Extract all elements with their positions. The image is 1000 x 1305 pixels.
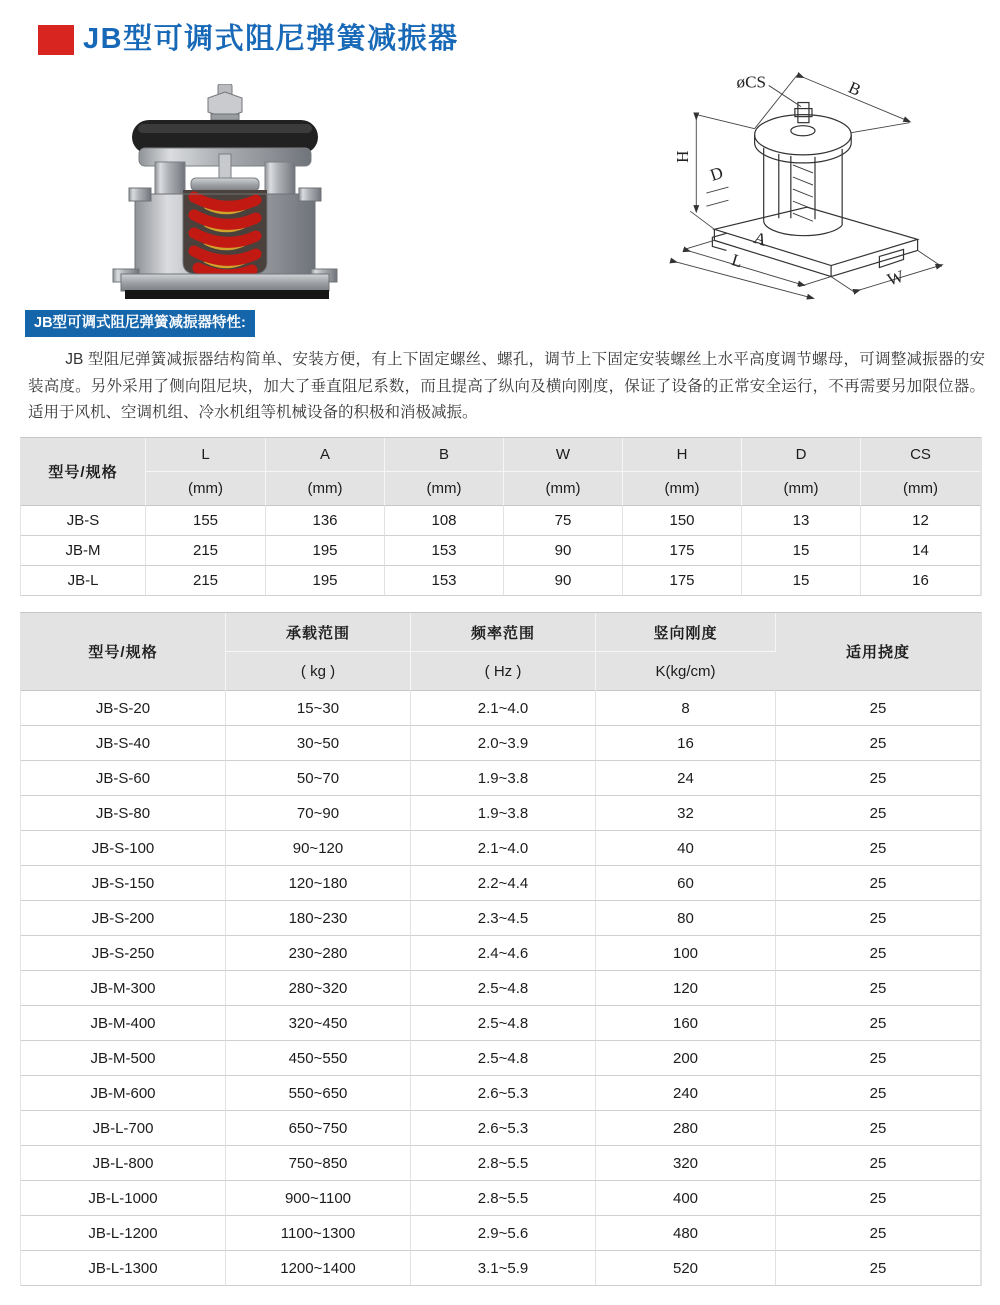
table-row [21,691,981,726]
value-cell: 25 [776,691,981,726]
value-cell: 215 [146,536,266,566]
value-cell: 320 [596,1146,776,1181]
value-cell: 175 [623,536,742,566]
dim-label-cs: øCS [736,72,766,92]
unit-header: (mm) [266,472,385,506]
table-row [21,536,981,566]
value-cell: 650~750 [226,1111,411,1146]
value-cell: 60 [596,866,776,901]
unit-header: (mm) [385,472,504,506]
table-row [21,936,981,971]
value-cell: 2.0~3.9 [411,726,596,761]
value-cell: 25 [776,971,981,1006]
value-cell: 215 [146,566,266,596]
value-cell: 25 [776,761,981,796]
table-row [21,866,981,901]
table-row [21,1216,981,1251]
table-row [21,831,981,866]
value-cell: 50~70 [226,761,411,796]
column-header-l: L [146,438,266,472]
value-cell: 25 [776,936,981,971]
unit-header: (mm) [623,472,742,506]
value-cell: 13 [742,506,861,536]
value-cell: 25 [776,1006,981,1041]
table-row [21,761,981,796]
value-cell: 175 [623,566,742,596]
value-cell: 25 [776,831,981,866]
model-cell: JB-S-40 [21,726,226,761]
value-cell: 15 [742,536,861,566]
value-cell: 2.9~5.6 [411,1216,596,1251]
value-cell: 90 [504,566,623,596]
table-row [21,796,981,831]
value-cell: 2.3~4.5 [411,901,596,936]
value-cell: 120~180 [226,866,411,901]
dimension-table-body [21,506,981,596]
product-photo [105,84,345,302]
model-cell: JB-M-500 [21,1041,226,1076]
value-cell: 195 [266,536,385,566]
value-cell: 75 [504,506,623,536]
value-cell: 280 [596,1111,776,1146]
table-row [21,1251,981,1286]
model-cell: JB-S-150 [21,866,226,901]
value-cell: 136 [266,506,385,536]
table-row [21,1111,981,1146]
unit-header-hz: ( Hz ) [411,652,596,691]
value-cell: 24 [596,761,776,796]
value-cell: 25 [776,1146,981,1181]
unit-header: (mm) [504,472,623,506]
value-cell: 155 [146,506,266,536]
value-cell: 150 [623,506,742,536]
spec-table-body [21,691,981,1286]
spring-isolator-photo [105,84,345,302]
column-header-cs: CS [861,438,981,472]
table-row [21,726,981,761]
value-cell: 15~30 [226,691,411,726]
column-header-model: 型号/规格 [21,438,146,506]
technical-drawing [650,58,982,300]
model-cell: JB-L-800 [21,1146,226,1181]
column-header-vertical-stiffness: 竖向刚度 [596,613,776,652]
table-row [21,1041,981,1076]
unit-header: (mm) [146,472,266,506]
column-header-h: H [623,438,742,472]
column-header-frequency-range: 频率范围 [411,613,596,652]
model-cell: JB-S-60 [21,761,226,796]
value-cell: 320~450 [226,1006,411,1041]
column-header-d: D [742,438,861,472]
red-square-marker-icon [38,25,74,55]
features-badge: JB型可调式阻尼弹簧减振器特性: [25,310,255,337]
value-cell: 25 [776,866,981,901]
value-cell: 2.1~4.0 [411,831,596,866]
value-cell: 90 [504,536,623,566]
column-header-a: A [266,438,385,472]
value-cell: 2.5~4.8 [411,971,596,1006]
value-cell: 195 [266,566,385,596]
model-cell: JB-S [21,506,146,536]
unit-header: (mm) [742,472,861,506]
page-header [38,24,459,56]
value-cell: 25 [776,1041,981,1076]
value-cell: 15 [742,566,861,596]
dim-label-d: D [707,162,726,185]
column-header-b: B [385,438,504,472]
model-cell: JB-M-400 [21,1006,226,1041]
value-cell: 2.6~5.3 [411,1076,596,1111]
value-cell: 2.6~5.3 [411,1111,596,1146]
model-cell: JB-L-1300 [21,1251,226,1286]
value-cell: 750~850 [226,1146,411,1181]
value-cell: 25 [776,1251,981,1286]
description-paragraph: JB 型阻尼弹簧减振器结构简单、安装方便，有上下固定螺丝、螺孔，调节上下固定安装螺丝上水平高度调节螺母，可调整减振器的安装高度。另外采用了侧向阻尼块，加大了垂直阻尼系数，而且提高了纵向及横向刚度，保证了设备的正常安全运行，不再需要另加限位器。适用于风机、空调机组、冷水机组等机械设备的积极和消极减振。 [28,351,985,421]
table-row [21,1006,981,1041]
model-cell: JB-S-250 [21,936,226,971]
dim-label-b: B [845,77,864,100]
model-cell: JB-S-80 [21,796,226,831]
dim-label-h: H [673,150,693,163]
table-row [21,1146,981,1181]
dimension-table [20,437,982,596]
table-row [21,1181,981,1216]
value-cell: 120 [596,971,776,1006]
value-cell: 180~230 [226,901,411,936]
model-cell: JB-L-700 [21,1111,226,1146]
table-row [21,901,981,936]
column-header-load-range: 承载范围 [226,613,411,652]
model-cell: JB-M-600 [21,1076,226,1111]
value-cell: 2.5~4.8 [411,1041,596,1076]
value-cell: 2.1~4.0 [411,691,596,726]
value-cell: 16 [596,726,776,761]
unit-header-stiffness: K(kg/cm) [596,652,776,691]
value-cell: 2.2~4.4 [411,866,596,901]
table-row [21,566,981,596]
value-cell: 25 [776,796,981,831]
spec-table-header [21,613,981,691]
value-cell: 230~280 [226,936,411,971]
value-cell: 70~90 [226,796,411,831]
value-cell: 2.5~4.8 [411,1006,596,1041]
value-cell: 550~650 [226,1076,411,1111]
column-header-model: 型号/规格 [21,613,226,691]
table-row [21,506,981,536]
value-cell: 100 [596,936,776,971]
model-cell: JB-M-300 [21,971,226,1006]
value-cell: 153 [385,536,504,566]
value-cell: 1.9~3.8 [411,761,596,796]
value-cell: 80 [596,901,776,936]
value-cell: 12 [861,506,981,536]
value-cell: 16 [861,566,981,596]
value-cell: 480 [596,1216,776,1251]
column-header-deflection: 适用挠度 [776,613,981,691]
value-cell: 900~1100 [226,1181,411,1216]
column-header-w: W [504,438,623,472]
table-row [21,971,981,1006]
value-cell: 14 [861,536,981,566]
value-cell: 90~120 [226,831,411,866]
value-cell: 1100~1300 [226,1216,411,1251]
value-cell: 240 [596,1076,776,1111]
value-cell: 25 [776,1076,981,1111]
value-cell: 30~50 [226,726,411,761]
value-cell: 1.9~3.8 [411,796,596,831]
value-cell: 25 [776,1111,981,1146]
value-cell: 3.1~5.9 [411,1251,596,1286]
value-cell: 2.4~4.6 [411,936,596,971]
table-row [21,1076,981,1111]
dim-label-a: A [751,228,769,250]
dim-label-w: W [885,266,907,290]
unit-header-kg: ( kg ) [226,652,411,691]
value-cell: 8 [596,691,776,726]
value-cell: 450~550 [226,1041,411,1076]
dimension-diagram [650,58,982,300]
value-cell: 153 [385,566,504,596]
model-cell: JB-S-200 [21,901,226,936]
model-cell: JB-L [21,566,146,596]
value-cell: 400 [596,1181,776,1216]
model-cell: JB-L-1000 [21,1181,226,1216]
value-cell: 280~320 [226,971,411,1006]
model-cell: JB-L-1200 [21,1216,226,1251]
model-cell: JB-S-20 [21,691,226,726]
value-cell: 25 [776,1216,981,1251]
value-cell: 2.8~5.5 [411,1181,596,1216]
unit-header: (mm) [861,472,981,506]
spec-table [20,612,982,1286]
value-cell: 40 [596,831,776,866]
model-cell: JB-S-100 [21,831,226,866]
value-cell: 108 [385,506,504,536]
dim-label-l: L [729,250,745,272]
value-cell: 25 [776,1181,981,1216]
dimension-table-header [21,438,981,506]
page-title: JB型可调式阻尼弹簧减振器 [83,23,459,55]
value-cell: 2.8~5.5 [411,1146,596,1181]
value-cell: 520 [596,1251,776,1286]
value-cell: 200 [596,1041,776,1076]
model-cell: JB-M [21,536,146,566]
value-cell: 25 [776,901,981,936]
value-cell: 1200~1400 [226,1251,411,1286]
value-cell: 160 [596,1006,776,1041]
value-cell: 25 [776,726,981,761]
value-cell: 32 [596,796,776,831]
